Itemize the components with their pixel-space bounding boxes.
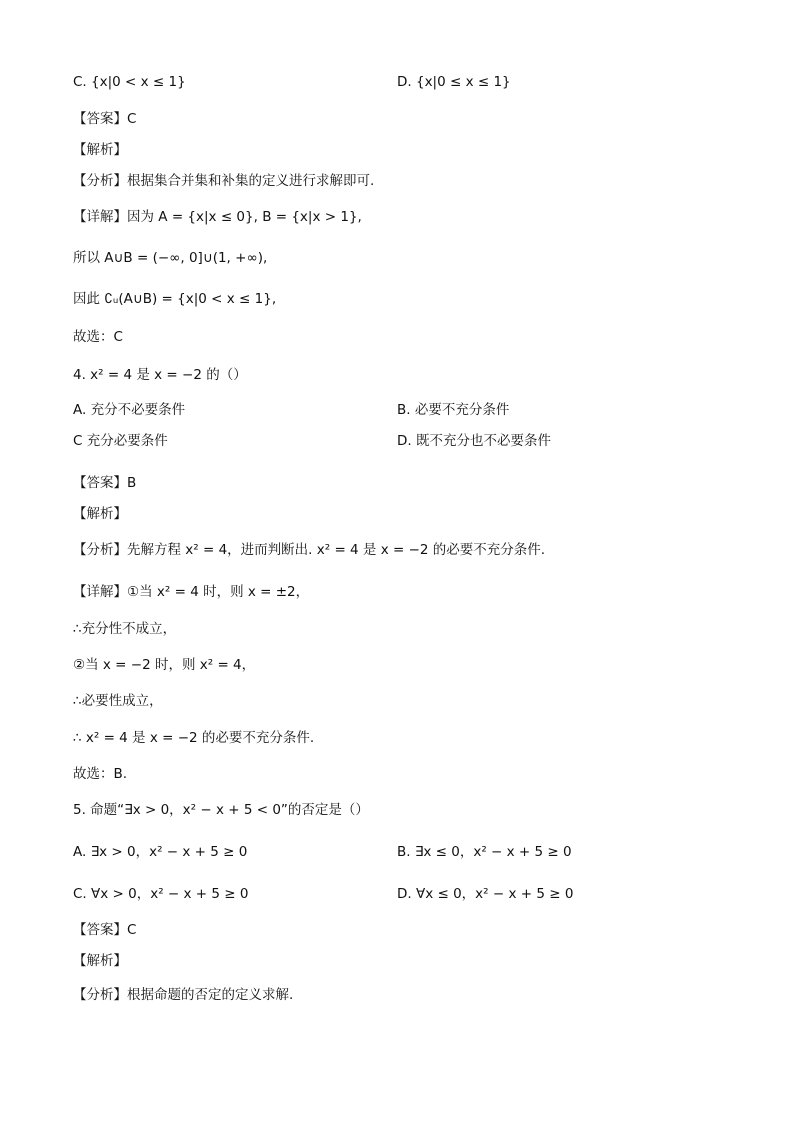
q5-answer: 【答案】C [73, 922, 137, 938]
q3-step-union: 所以 A∪B = (−∞, 0]∪(1, +∞), [73, 250, 268, 266]
q4-option-c: C 充分必要条件 [73, 433, 168, 449]
q3-option-c: C. {x|0 < x ≤ 1} [73, 74, 186, 90]
q4-choose: 故选：B. [73, 766, 128, 782]
q3-step-complement: 因此 ∁ᵤ(A∪B) = {x|0 < x ≤ 1}, [73, 291, 277, 307]
q3-choose: 故选：C [73, 329, 123, 345]
q3-analysis: 【分析】根据集合并集和补集的定义进行求解即可. [73, 173, 375, 189]
q5-option-d: D. ∀x ≤ 0，x² − x + 5 ≥ 0 [397, 886, 574, 902]
q3-detail: 【详解】因为 A = {x|x ≤ 0}, B = {x|x > 1}, [73, 209, 362, 225]
q5-analysis: 【分析】根据命题的否定的定义求解. [73, 987, 294, 1003]
q3-answer: 【答案】C [73, 111, 137, 127]
q4-analysis: 【分析】先解方程 x² = 4，进而判断出. x² = 4 是 x = −2 的必要不充分条件. [73, 542, 546, 558]
q5-jiexi-label: 【解析】 [73, 953, 127, 969]
q3-jiexi-label: 【解析】 [73, 142, 127, 158]
q4-option-b: B. 必要不充分条件 [397, 402, 510, 418]
q4-step-2: ②当 x = −2 时，则 x² = 4， [73, 657, 256, 673]
q4-jiexi-label: 【解析】 [73, 506, 127, 522]
q4-step-1: ∴充分性不成立， [73, 621, 177, 637]
q4-stem: 4. x² = 4 是 x = −2 的（） [73, 367, 247, 383]
q5-option-c: C. ∀x > 0，x² − x + 5 ≥ 0 [73, 886, 249, 902]
q5-option-b: B. ∃x ≤ 0，x² − x + 5 ≥ 0 [397, 844, 572, 860]
q3-option-d: D. {x|0 ≤ x ≤ 1} [397, 74, 511, 90]
q4-detail: 【详解】①当 x² = 4 时，则 x = ±2， [73, 584, 310, 600]
q4-option-a: A. 充分不必要条件 [73, 402, 186, 418]
q5-option-a: A. ∃x > 0，x² − x + 5 ≥ 0 [73, 844, 248, 860]
q5-stem: 5. 命题“∃x > 0，x² − x + 5 < 0”的否定是（） [73, 802, 369, 818]
q4-answer: 【答案】B [73, 475, 137, 491]
q4-step-4: ∴ x² = 4 是 x = −2 的必要不充分条件. [73, 730, 315, 746]
q4-option-d: D. 既不充分也不必要条件 [397, 433, 551, 449]
q4-step-3: ∴必要性成立， [73, 693, 163, 709]
